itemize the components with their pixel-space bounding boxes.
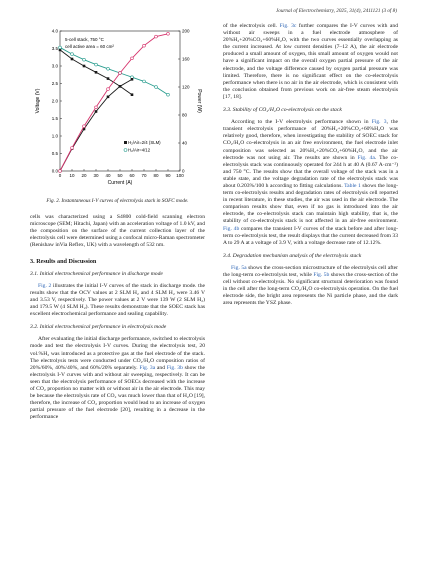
table1-link[interactable]: Table 1 <box>344 182 361 189</box>
fig3b-link[interactable]: Fig. 3b <box>166 364 183 371</box>
y-tick-label: 2.5 <box>51 81 58 86</box>
paragraph-3-4-text-a: shows the cross-section microstructure of the electrolysis cell after the long-term co-electrolysis test, while <box>223 264 398 278</box>
legend-label-2: H₂/Air=4/12 <box>128 147 151 153</box>
y-tick-label: 0.5 <box>51 151 58 156</box>
fig4b-link[interactable]: Fig. 4b <box>223 225 240 232</box>
data-point <box>71 58 74 61</box>
section-heading-results: 3. Results and Discussion <box>30 257 97 265</box>
paragraph-3-3-text-e: compares the transient I-V curves of the stack before and after long-term co-electrolysis test, the result displays that the current decreased from 33 A to 29 A at a voltage of 3.9 V, with a voltage decrease rate of 12.12%. <box>223 225 398 246</box>
y2-tick-label: 40 <box>182 140 188 146</box>
paragraph-3-4-text-b: shows the cross-section of the cell without co-electrolysis. No significant structural deterioration was found in the cell after the long-term CO₂/H₂O co-electrolysis operation. On the fuel electrode side, the bright area represents the Ni particle phase, and the dark area represents the YSZ phase. <box>223 272 398 307</box>
fig5a-link[interactable]: Fig. 5a <box>231 264 247 271</box>
x-tick-label: 70 <box>141 173 147 178</box>
x-tick-label: 30 <box>93 173 99 178</box>
paragraph-3-2-text-a: After evaluating the initial discharge performance, switched to electrolysis mode and test the electrolysis I-V curves. During the electrolysis test, 20 vol.%H₂ was introduced as a protective gas at the fuel electrode of the stack. The electrolysis tests were conducted under CO₂/H₂O composition ratios of 20%/60%, 40%/40%, and 60%/20% separately. <box>30 336 205 371</box>
y-tick-label: 1.0 <box>51 133 58 139</box>
paragraph-3-3 <box>223 119 398 247</box>
data-point <box>131 93 134 96</box>
y-tick-label: 3.0 <box>51 63 58 69</box>
annotation-line-2: cell active area = 60 cm² <box>65 44 114 49</box>
y-tick-label: 0.0 <box>51 168 58 174</box>
data-point <box>143 80 146 83</box>
figure-2-caption: Fig. 2. Instantaneous I-V curves of electrolysis stack in SOFC mode. <box>46 198 189 204</box>
data-point <box>83 125 86 128</box>
paragraph-3-3-text-b: , the transient electrolysis performance of 20%H₂+20%CO₂+60%H₂O was relatively good, therefore, when investigating the stability of SOEC stack for CO₂/H₂O co-electrolysis in an air free environment, the fuel electrode inlet composition was selected as 20%H₂+20%CO₂+60%H₂O, and the air electrode was not using air. The results are shown in <box>223 119 398 161</box>
data-point <box>131 57 134 60</box>
data-point <box>95 106 98 109</box>
data-point <box>59 46 62 49</box>
right-column <box>223 23 398 312</box>
data-point <box>83 58 86 61</box>
data-point <box>167 93 170 96</box>
data-point <box>95 71 98 74</box>
data-point <box>119 72 122 75</box>
x-tick-label: 80 <box>153 173 159 178</box>
x-tick-label: 60 <box>129 173 135 178</box>
data-point <box>59 170 62 173</box>
y2-tick-label: 120 <box>182 84 190 90</box>
legend-label-1: H₂/Air=2/4 (SLM) <box>128 140 161 145</box>
data-point <box>107 88 110 91</box>
y-tick-label: 1.5 <box>51 116 58 121</box>
data-point <box>83 65 86 68</box>
series-line <box>60 79 132 171</box>
data-point <box>155 35 158 38</box>
paragraph-3-2-cont-text-b: further compares the I-V curves with and without air sweeps in a fuel electrode atmosphere of 20%H₂+20%CO₂+60%H₂O, with the two curves essentially overlapping as the current increased. At low current densities (7–12 A), the air electrode produced a small amount of oxygen, this small amount of oxygen would not have a significant impact on the overall oxygen partial pressure of the air electrode, and the voltage difference caused by oxygen partial pressure was limited. Therefore, there is no significant effect on the co-electrolysis performance when there is no air in the air electrode, which is consistent with the conclusion obtained from previous work on air-free steam electrolysis [17, 18]. <box>223 23 398 100</box>
iv-chart <box>30 23 205 195</box>
paragraph-3-2 <box>30 336 205 421</box>
plot-frame <box>60 31 180 171</box>
data-point <box>95 110 98 113</box>
x-tick-label: 20 <box>81 173 87 178</box>
paragraph-3-2-cont-text-a: of the electrolysis cell. <box>223 23 280 29</box>
subsection-heading-3-2: 3.2. Initial electrochemical performance in electrolysis mode <box>30 324 167 331</box>
data-point <box>71 147 74 150</box>
x-tick-label: 100 <box>176 173 184 178</box>
x-tick-label: 10 <box>69 173 75 178</box>
paragraph-3-2-text-c: show the electrolysis I-V curves with and without air sweeping, respectively. It can be seen that the electrolysis performance of SOECs decreased with the increase of CO₂ proportion no matter with or without air in the air electrode. This may be because the electrolysis rate of CO₂ was much lower than that of H₂O [19], therefore, the increase of CO₂ proportion would lead to an increase of oxygen partial pressure of the fuel electrode [20], resulting in a decrease in the performance <box>30 364 205 421</box>
y2-tick-label: 80 <box>182 112 188 118</box>
data-point <box>143 44 146 47</box>
x-tick-label: 40 <box>105 173 111 178</box>
paragraph-3-1-text: illustrates the initial I-V curves of the stack in discharge mode. the results show that the OCV values at 2 SLM H₂ and 4 SLM H₂ were 3.46 V and 3.53 V, respectively. The power values at 2 V were 139 W (2 SLM H₂) and 179.5 W (4 SLM H₂). These results demonstrate that the SOEC stack has excellent electrochemical performance and sealing capability. <box>30 282 205 318</box>
x-tick-label: 0 <box>58 173 62 178</box>
subsection-heading-3-1: 3.1. Initial electrochemical performance in discharge mode <box>30 270 163 277</box>
subsection-heading-3-4: 3.4. Degradation mechanism analysis of the electrolysis stack <box>223 252 362 259</box>
fig4a-link[interactable]: Fig. 4a <box>357 154 375 161</box>
y-tick-label: 4.0 <box>51 28 58 34</box>
y-tick-label: 3.5 <box>51 46 58 51</box>
annotation-line-1: 5-cell stack, 750 °C <box>65 37 104 42</box>
data-point <box>95 63 98 66</box>
fig5b-link[interactable]: Fig. 5b <box>313 272 330 278</box>
y-tick-label: 2.0 <box>51 98 58 104</box>
data-point <box>155 86 158 89</box>
paragraph-3-3-text-a: According to the I-V electrolysis performance shown in <box>231 119 372 126</box>
figure-2 <box>30 23 205 195</box>
x-tick-label: 90 <box>165 173 171 178</box>
fig3a-link[interactable]: Fig. 3a <box>139 364 156 371</box>
data-point <box>107 77 110 80</box>
paragraph-3-2-cont <box>223 23 398 101</box>
data-point <box>119 85 122 88</box>
y2-tick-label: 160 <box>182 56 190 62</box>
x-tick-label: 50 <box>117 173 123 178</box>
data-point <box>107 96 110 99</box>
y2-tick-label: 0 <box>182 168 185 174</box>
paragraph-methods-tail: cells was characterized using a S4800 cold-field scanning electron microscope (SEM; Hitachi, Japan) with an acceleration voltage of 1.0 kV, and the composition on the surface of the current collection layer of the electrolysis cell were determined using a confocal micro-Raman spectrometer (Renishaw inVia Reflex, UK) with a wavelength of 532 nm. <box>30 214 205 249</box>
data-point <box>131 78 134 81</box>
running-header: Journal of Electrochemistry, 2025, 31(4), 2411121 (3 of 8) <box>275 8 397 14</box>
legend-swatch-1 <box>124 141 127 144</box>
data-point <box>107 67 110 70</box>
legend-swatch-2 <box>124 149 127 152</box>
fig3-link[interactable]: Fig. 3 <box>371 119 387 126</box>
y2-axis-label: Power (W) <box>196 89 202 113</box>
fig2-link[interactable]: Fig. 2 <box>38 282 52 289</box>
data-point <box>167 32 170 35</box>
paragraph-3-1 <box>30 283 205 318</box>
y2-tick-label: 200 <box>182 28 190 34</box>
paragraph-3-4 <box>223 265 398 308</box>
paragraph-3-3-text-d: shows the long-term co-electrolysis results and degradation rates of electrolysis cell reported in recent literature, in these studies, the air was used in the air electrode. The comparison results show that, even if no gas is introduced into the air electrode, the co-electrolysis stack can maintain high stability, that is, the stability of co-electrolysis stack is not affected in an air-free environment. <box>223 182 398 225</box>
y-axis-label: Voltage (V) <box>35 88 41 114</box>
fig3c-link[interactable]: Fig. 3c <box>279 23 297 29</box>
series-line <box>60 47 168 94</box>
paragraph-3-3-text-c: . The co-electrolysis stack was continuously operated for 244 h at 40 A (0.67 A·cm⁻²) and 750 °C. The results show that the overall voltage of the stack was in a stable state, and the voltage degradation rate of the electrolysis stack was about 0.203%/100 h according to fitting calculations. <box>223 154 398 189</box>
series-line <box>60 34 168 171</box>
paragraph-3-2-text-b: and <box>155 364 167 371</box>
x-axis-label: Current (A) <box>107 180 133 186</box>
subsection-heading-3-3: 3.3. Stability of CO₂/H₂O co-electrolysis on the stack <box>223 107 342 114</box>
left-column <box>30 23 205 426</box>
data-point <box>71 53 74 56</box>
